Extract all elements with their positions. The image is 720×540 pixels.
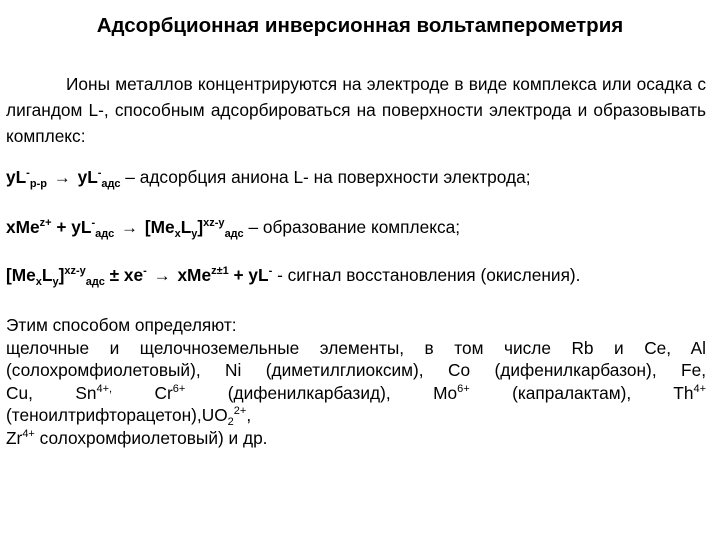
list-line: щелочные и щелочноземельные элементы, в том числе Rb и Ce, Al — [6, 337, 706, 358]
list-line: (солохромфиолетовый), Ni (диметилглиоксим), Co (дифенилкарбазон), Fe, — [6, 360, 706, 380]
arrow-icon: → — [153, 266, 171, 285]
intro-paragraph — [6, 71, 706, 149]
arrow-icon: → — [53, 168, 71, 187]
list-line: Cu, $Sn^{4+,}$ $Cr^{6+}$ (дифенилкарбазид), $Mo^{6+}$ (капралактам), $Th^{4+}$ — [6, 382, 706, 403]
list-heading: Этим способом определяют: — [6, 315, 237, 335]
slide-title: Адсорбционная инверсионная вольтамперометрия — [96, 14, 624, 37]
equation-adsorption: $yL^-_{р-р} \to yL^-_{адс}$ – адсорбция аниона L- на поверхности электрода; — [6, 167, 531, 190]
arrow-icon: → — [121, 218, 138, 237]
equation-complex-formation: $xMe^{z+} + yL^-_{адс} \to [Me_xL_y]^{xz-y}_{адс}$ – образование комплекса; — [6, 217, 461, 240]
intro-text: Ионы металлов концентрируются на электроде в виде комплекса или осадка с лигандом L-, способным адсорбироваться на поверхности электрода и образовывать комплекс: — [6, 74, 706, 146]
elements-list — [6, 314, 706, 449]
equation-signal: $[Me_xL_y]^{xz-y}_{адс} \pm xe^- \to xMe^{z\pm 1} + yL^-$ - сигнал восстановления (окисления). — [6, 265, 581, 288]
list-line: $Zr^{4+}$ солохромфиолетовый) и др. — [6, 427, 268, 448]
list-line: $(теноилтрифторацетон),UO_2^{2+}$, — [6, 405, 252, 428]
